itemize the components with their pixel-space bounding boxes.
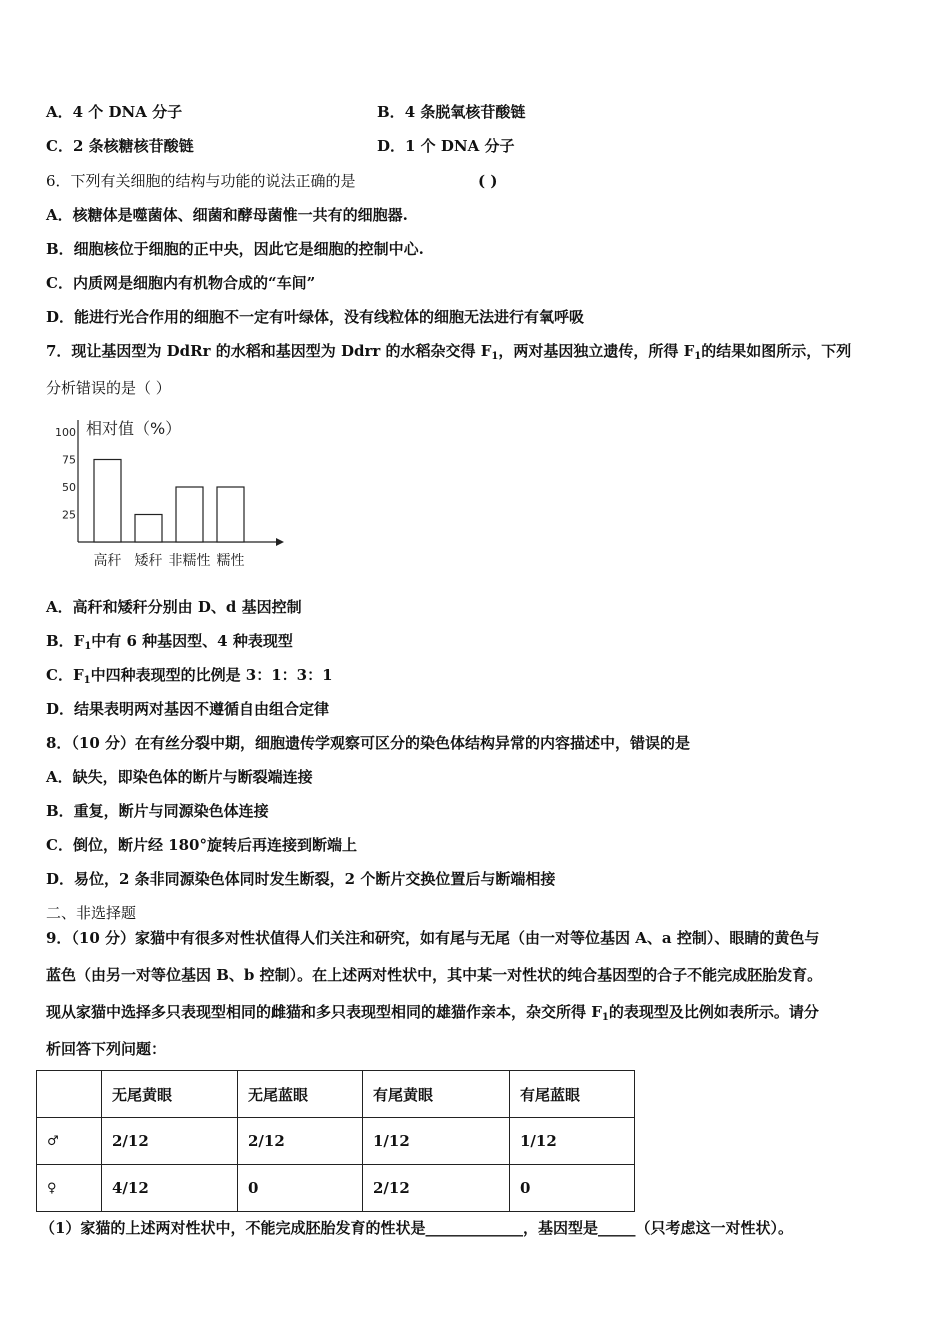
q6-option-d: D．能进行光合作用的细胞不一定有叶绿体，没有线粒体的细胞无法进行有氧呼吸 [46,308,585,326]
x-category-label: 糯性 [216,553,245,569]
table-cell: 1/12 [363,1118,510,1165]
table-cell: 0 [510,1165,635,1212]
q7-option-d: D．结果表明两对基因不遵循自由组合定律 [46,700,330,718]
bar-3 [217,487,244,542]
q8-option-c: C．倒位，断片经 180°旋转后再连接到断端上 [46,836,357,854]
x-category-label: 矮秆 [134,553,163,569]
section-heading: 二、非选择题 [46,904,137,922]
y-tick-label: 50 [62,481,76,494]
table-cell: 2/12 [363,1165,510,1212]
q6-option-a: A．核糖体是噬菌体、细菌和酵母菌惟一共有的细胞器. [46,206,408,224]
q6-option-b: B．细胞核位于细胞的正中央，因此它是细胞的控制中心. [46,240,424,258]
q5-option-d: D．1 个 DNA 分子 [377,137,515,155]
table-cell: 0 [238,1165,363,1212]
q7-bar-chart [44,412,284,572]
q7-option-c: C．$F_1$中四种表现型的比例是 3：1：3：1 [46,666,333,686]
y-tick-label: 75 [62,453,76,467]
table-header-row [37,1071,635,1118]
x-axis-arrow [276,538,284,546]
q9-table [36,1070,635,1212]
q7-stem-line2: 分析错误的是（ ） [46,379,171,397]
q6-option-c: C．内质网是细胞内有机物合成的“车间” [46,274,316,292]
table-header-cell: 有尾黄眼 [363,1071,510,1118]
table-header-cell: 有尾蓝眼 [510,1071,635,1118]
q8-stem: 8．（10 分）在有丝分裂中期，细胞遗传学观察可区分的染色体结构异常的内容描述中，错误的是 [46,734,691,752]
table-header-cell: 无尾蓝眼 [238,1071,363,1118]
q7-stem-line1: 7．现让基因型为 DdRr 的水稻和基因型为 Ddrr 的水稻杂交得 $F_1$，两对基因独立遗传，所得 $F_1$的结果如图所示，下列 [46,342,852,362]
y-tick-label: 25 [62,508,76,522]
q8-option-d: D．易位，2 条非同源染色体同时发生断裂，2 个断片交换位置后与断端相接 [46,870,556,888]
table-row [37,1165,635,1212]
table-cell: 2/12 [238,1118,363,1165]
q6-paren: ( ) [478,172,498,190]
q5-option-c: C．2 条核糖核苷酸链 [46,137,194,155]
q9-line2: 蓝色（由另一对等位基因 B、b 控制）。在上述两对性状中，其中某一对性状的纯合基因型的合子不能完成胚胎发育。 [46,966,823,984]
table-cell: 4/12 [102,1165,238,1212]
q8-option-b: B．重复，断片与同源染色体连接 [46,802,269,820]
y-tick-label: 100 [55,426,76,439]
table-cell: 2/12 [102,1118,238,1165]
table-row [37,1118,635,1165]
table-header-cell [37,1071,102,1118]
q9-line1: 9．（10 分）家猫中有很多对性状值得人们关注和研究，如有尾与无尾（由一对等位基因 A、a 控制）、眼睛的黄色与 [46,929,820,947]
q9-line4: 析回答下列问题： [46,1040,167,1058]
q9-subquestion-1: （1）家猫的上述两对性状中，不能完成胚胎发育的性状是_____________，基因型是_____（只考虑这一对性状）。 [40,1219,793,1237]
x-category-label: 非糯性 [168,553,211,569]
q7-option-a: A．高秆和矮秆分别由 D、d 基因控制 [46,598,302,616]
q6-stem: 6．下列有关细胞的结构与功能的说法正确的是 [46,172,356,190]
bar-0 [94,460,121,543]
q9-line3: 现从家猫中选择多只表现型相同的雌猫和多只表现型相同的雄猫作亲本，杂交所得 $F_1$的表现型及比例如表所示。请分 [46,1003,819,1023]
x-category-label: 高秆 [93,553,122,569]
bar-2 [176,487,203,542]
table-cell: ♂ [37,1118,102,1165]
chart-title: 相对值（%） [86,419,182,438]
table-header-cell: 无尾黄眼 [102,1071,238,1118]
q5-option-b: B．4 条脱氧核苷酸链 [377,103,526,121]
table-cell: 1/12 [510,1118,635,1165]
bar-1 [135,515,162,543]
q5-option-a: A．4 个 DNA 分子 [46,103,183,121]
q7-option-b: B．$F_1$中有 6 种基因型、4 种表现型 [46,632,293,652]
table-cell: ♀ [37,1165,102,1212]
q8-option-a: A．缺失，即染色体的断片与断裂端连接 [46,768,313,786]
